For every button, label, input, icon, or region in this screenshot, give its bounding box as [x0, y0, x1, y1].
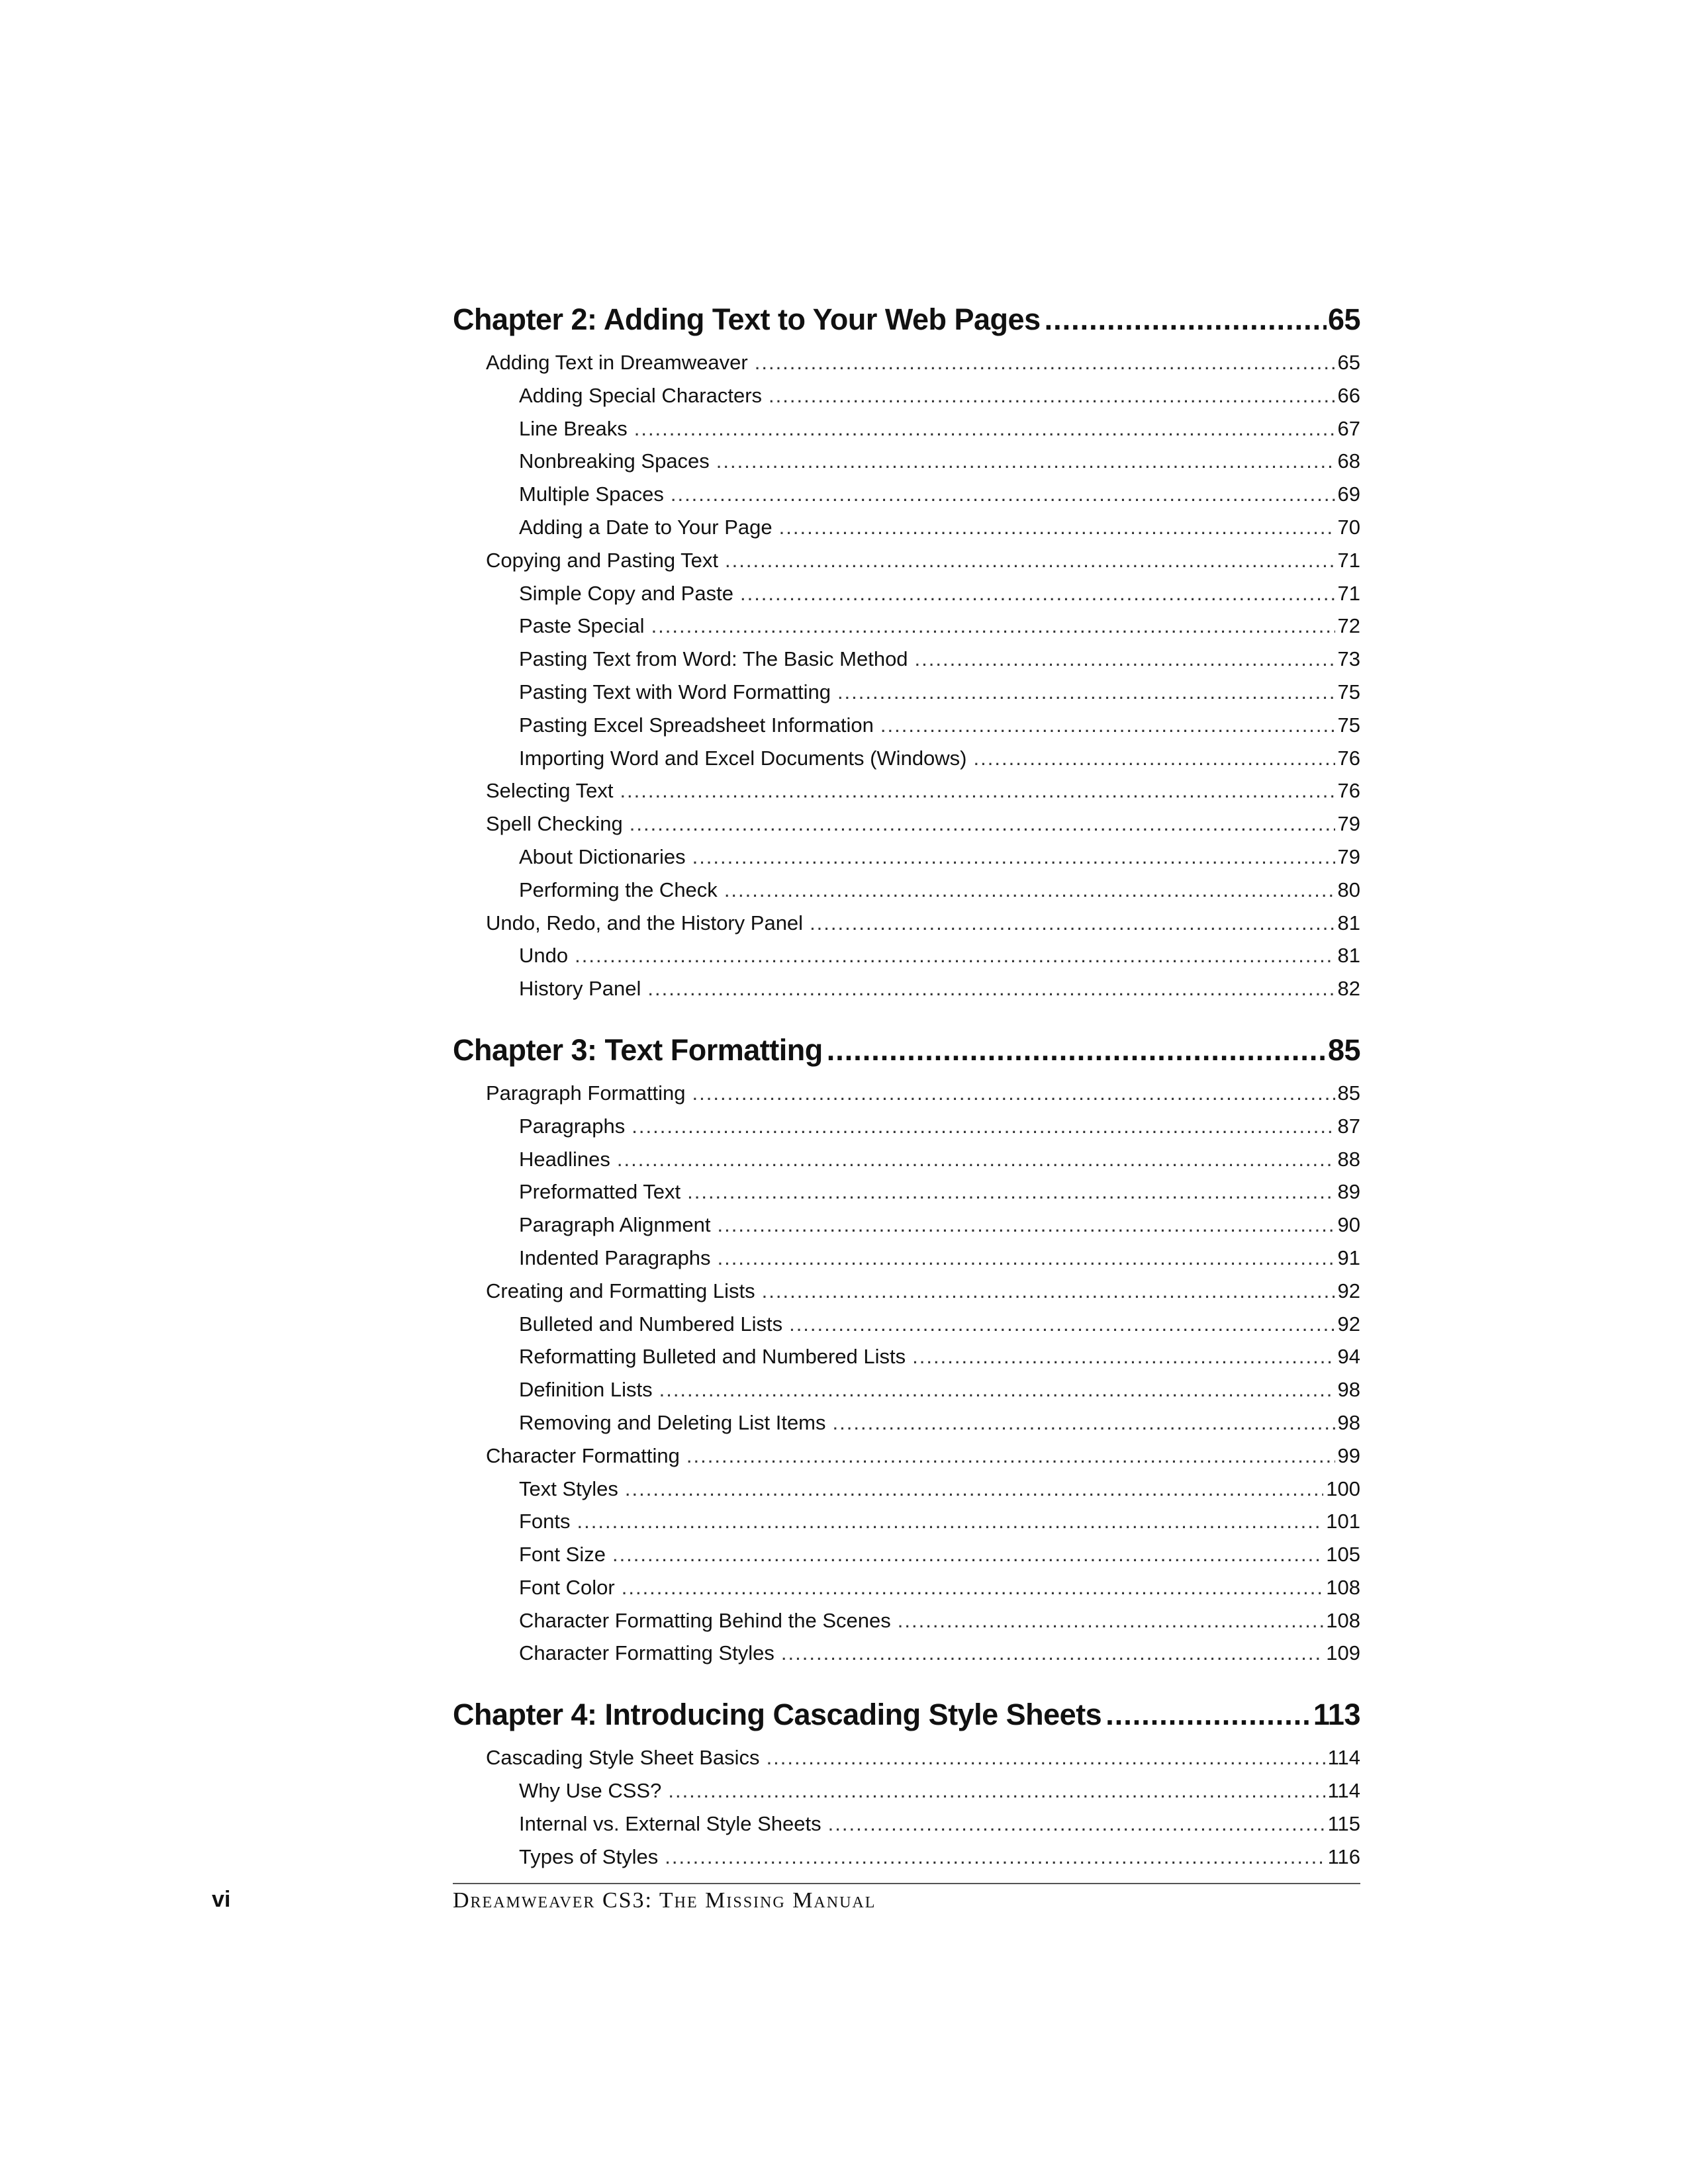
toc-subsection-entry[interactable] — [453, 1143, 1360, 1176]
entry-title: Cascading Style Sheet Basics — [486, 1746, 760, 1770]
dot-leader — [620, 774, 1335, 807]
entry-page-number: 81 — [1337, 944, 1360, 968]
dot-leader — [779, 511, 1335, 544]
entry-title: Adding a Date to Your Page — [519, 515, 773, 539]
entry-page-number: 108 — [1326, 1575, 1360, 1599]
toc-subsection-entry[interactable] — [453, 412, 1360, 445]
entry-title: Removing and Deleting List Items — [519, 1410, 826, 1434]
dot-leader — [718, 1208, 1335, 1242]
dot-leader — [692, 1077, 1335, 1110]
dot-leader — [716, 445, 1335, 478]
toc-subsection-entry[interactable] — [453, 1571, 1360, 1604]
dot-leader — [974, 742, 1335, 775]
entry-title: Paragraph Formatting — [486, 1081, 686, 1105]
toc-subsection-entry[interactable] — [453, 1110, 1360, 1143]
toc-section-entry[interactable] — [453, 907, 1360, 940]
toc-section-entry[interactable] — [453, 807, 1360, 841]
entry-page-number: 79 — [1337, 844, 1360, 868]
entry-page-number: 109 — [1326, 1641, 1360, 1665]
chapter-entries — [453, 1077, 1360, 1670]
dot-leader — [1045, 301, 1327, 338]
dot-leader — [692, 841, 1335, 874]
dot-leader — [762, 1275, 1335, 1308]
entry-title: Character Formatting Styles — [519, 1641, 774, 1665]
toc-subsection-entry[interactable] — [453, 874, 1360, 907]
dot-leader — [575, 939, 1335, 972]
entry-title: Paragraphs — [519, 1114, 626, 1138]
entry-page-number: 87 — [1337, 1114, 1360, 1138]
dot-leader — [724, 874, 1335, 907]
toc-subsection-entry[interactable] — [453, 478, 1360, 511]
entry-title: Multiple Spaces — [519, 482, 664, 506]
entry-page-number: 69 — [1337, 482, 1360, 506]
entry-page-number: 68 — [1337, 449, 1360, 473]
entry-page-number: 80 — [1337, 878, 1360, 901]
entry-page-number: 76 — [1337, 746, 1360, 770]
dot-leader — [647, 972, 1335, 1005]
toc-subsection-entry[interactable] — [453, 1505, 1360, 1538]
dot-leader — [898, 1604, 1324, 1637]
toc-subsection-entry[interactable] — [453, 1406, 1360, 1439]
dot-leader — [617, 1143, 1335, 1176]
toc-subsection-entry[interactable] — [453, 709, 1360, 742]
entry-title: Line Breaks — [519, 416, 628, 440]
chapter-page-number: 65 — [1327, 302, 1360, 336]
dot-leader — [810, 907, 1335, 940]
toc-subsection-entry[interactable] — [453, 1473, 1360, 1506]
entry-title: Why Use CSS? — [519, 1779, 662, 1803]
entry-page-number: 99 — [1337, 1443, 1360, 1467]
entry-page-number: 76 — [1337, 779, 1360, 803]
chapter-heading[interactable] — [453, 1032, 1360, 1069]
dot-leader — [880, 709, 1335, 742]
chapter-title: Chapter 4: Introducing Cascading Style Sheets — [453, 1698, 1102, 1732]
toc-section-entry[interactable] — [453, 1077, 1360, 1110]
dot-leader — [718, 1242, 1335, 1275]
dot-leader — [625, 1473, 1323, 1506]
entry-title: Pasting Text from Word: The Basic Method — [519, 647, 908, 671]
entry-page-number: 90 — [1337, 1213, 1360, 1237]
entry-page-number: 71 — [1337, 548, 1360, 572]
toc-subsection-entry[interactable] — [453, 841, 1360, 874]
toc-subsection-entry[interactable] — [453, 511, 1360, 544]
entry-title: Adding Text in Dreamweaver — [486, 351, 748, 374]
dot-leader — [767, 1741, 1325, 1774]
entry-title: Bulleted and Numbered Lists — [519, 1312, 783, 1336]
toc-subsection-entry[interactable] — [453, 1807, 1360, 1841]
entry-title: Definition Lists — [519, 1378, 653, 1402]
entry-page-number: 114 — [1327, 1779, 1360, 1803]
entry-page-number: 67 — [1337, 416, 1360, 440]
toc-subsection-entry[interactable] — [453, 577, 1360, 610]
toc-subsection-entry[interactable] — [453, 1175, 1360, 1208]
toc-subsection-entry[interactable] — [453, 939, 1360, 972]
dot-leader — [577, 1505, 1324, 1538]
entry-page-number: 89 — [1337, 1180, 1360, 1204]
entry-title: Nonbreaking Spaces — [519, 449, 710, 473]
entry-page-number: 72 — [1337, 614, 1360, 638]
dot-leader — [789, 1308, 1335, 1341]
entry-title: Spell Checking — [486, 812, 623, 836]
entry-title: Types of Styles — [519, 1844, 659, 1868]
dot-leader — [740, 577, 1335, 610]
dot-leader — [781, 1637, 1323, 1670]
toc-subsection-entry[interactable] — [453, 379, 1360, 412]
dot-leader — [686, 1439, 1335, 1473]
footer-divider — [453, 1883, 1360, 1884]
entry-page-number: 108 — [1326, 1608, 1360, 1632]
dot-leader — [651, 610, 1335, 643]
entry-title: Text Styles — [519, 1477, 618, 1500]
entry-title: Pasting Excel Spreadsheet Information — [519, 713, 874, 737]
entry-title: Font Color — [519, 1575, 615, 1599]
dot-leader — [828, 1807, 1325, 1841]
toc-section-entry[interactable] — [453, 1275, 1360, 1308]
entry-page-number: 92 — [1337, 1279, 1360, 1302]
chapter-title: Chapter 3: Text Formatting — [453, 1032, 823, 1067]
toc-subsection-entry[interactable] — [453, 1538, 1360, 1571]
dot-leader — [837, 676, 1335, 709]
entry-page-number: 82 — [1337, 977, 1360, 1001]
entry-page-number: 98 — [1337, 1378, 1360, 1402]
entry-title: Paragraph Alignment — [519, 1213, 711, 1237]
entry-title: Font Size — [519, 1543, 606, 1567]
entry-page-number: 115 — [1327, 1811, 1360, 1835]
entry-title: Performing the Check — [519, 878, 718, 901]
dot-leader — [630, 807, 1335, 841]
chapter-heading[interactable] — [453, 1696, 1360, 1733]
chapter-entries — [453, 1741, 1360, 1873]
toc-subsection-entry[interactable] — [453, 643, 1360, 676]
entry-page-number: 114 — [1327, 1746, 1360, 1770]
dot-leader — [634, 412, 1335, 445]
entry-page-number: 85 — [1337, 1081, 1360, 1105]
entry-page-number: 92 — [1337, 1312, 1360, 1336]
entry-title: Copying and Pasting Text — [486, 548, 718, 572]
toc-subsection-entry[interactable] — [453, 1242, 1360, 1275]
entry-title: Simple Copy and Paste — [519, 581, 733, 605]
entry-title: History Panel — [519, 977, 641, 1001]
dot-leader — [827, 1032, 1327, 1069]
dot-leader — [755, 346, 1335, 379]
toc-subsection-entry[interactable] — [453, 1308, 1360, 1341]
toc-section-entry[interactable] — [453, 1741, 1360, 1774]
entry-page-number: 100 — [1326, 1477, 1360, 1500]
dot-leader — [612, 1538, 1323, 1571]
entry-page-number: 75 — [1337, 713, 1360, 737]
chapter-title: Chapter 2: Adding Text to Your Web Pages — [453, 302, 1041, 336]
toc-subsection-entry[interactable] — [453, 1373, 1360, 1406]
entry-page-number: 66 — [1337, 383, 1360, 407]
entry-page-number: 70 — [1337, 515, 1360, 539]
toc-section-entry[interactable] — [453, 346, 1360, 379]
page-number: vi — [212, 1887, 231, 1912]
dot-leader — [659, 1373, 1335, 1406]
chapter-heading[interactable] — [453, 301, 1360, 338]
toc-subsection-entry[interactable] — [453, 445, 1360, 478]
dot-leader — [671, 478, 1335, 511]
toc-subsection-entry[interactable] — [453, 1208, 1360, 1242]
entry-title: Reformatting Bulleted and Numbered Lists — [519, 1345, 906, 1369]
entry-page-number: 65 — [1337, 351, 1360, 374]
toc-subsection-entry[interactable] — [453, 972, 1360, 1005]
dot-leader — [915, 643, 1335, 676]
entry-page-number: 116 — [1327, 1844, 1360, 1868]
entry-title: Character Formatting Behind the Scenes — [519, 1608, 891, 1632]
dot-leader — [833, 1406, 1335, 1439]
entry-page-number: 79 — [1337, 812, 1360, 836]
chapter-page-number: 113 — [1313, 1698, 1360, 1732]
dot-leader — [725, 544, 1335, 577]
dot-leader — [665, 1841, 1325, 1874]
dot-leader — [912, 1340, 1335, 1373]
dot-leader — [632, 1110, 1335, 1143]
entry-page-number: 88 — [1337, 1147, 1360, 1171]
toc-subsection-entry[interactable] — [453, 1841, 1360, 1874]
toc-subsection-entry[interactable] — [453, 676, 1360, 709]
dot-leader — [622, 1571, 1324, 1604]
chapter-entries — [453, 346, 1360, 1005]
entry-title: Paste Special — [519, 614, 645, 638]
entry-title: Creating and Formatting Lists — [486, 1279, 755, 1302]
entry-page-number: 73 — [1337, 647, 1360, 671]
entry-title: Headlines — [519, 1147, 610, 1171]
entry-page-number: 91 — [1337, 1246, 1360, 1269]
entry-title: Selecting Text — [486, 779, 614, 803]
toc-subsection-entry[interactable] — [453, 1604, 1360, 1637]
entry-title: Importing Word and Excel Documents (Windows) — [519, 746, 967, 770]
entry-title: Adding Special Characters — [519, 383, 763, 407]
entry-title: Fonts — [519, 1510, 571, 1533]
entry-page-number: 105 — [1326, 1543, 1360, 1567]
toc-subsection-entry[interactable] — [453, 1637, 1360, 1670]
toc-subsection-entry[interactable] — [453, 610, 1360, 643]
toc-section-entry[interactable] — [453, 1439, 1360, 1473]
toc-subsection-entry[interactable] — [453, 1774, 1360, 1807]
table-of-contents — [453, 301, 1360, 1873]
toc-subsection-entry[interactable] — [453, 742, 1360, 775]
entry-page-number: 94 — [1337, 1345, 1360, 1369]
toc-section-entry[interactable] — [453, 774, 1360, 807]
entry-page-number: 81 — [1337, 911, 1360, 934]
toc-subsection-entry[interactable] — [453, 1340, 1360, 1373]
entry-title: About Dictionaries — [519, 844, 686, 868]
entry-title: Undo, Redo, and the History Panel — [486, 911, 804, 934]
entry-page-number: 101 — [1326, 1510, 1360, 1533]
dot-leader — [769, 379, 1335, 412]
entry-title: Preformatted Text — [519, 1180, 681, 1204]
entry-title: Character Formatting — [486, 1443, 680, 1467]
running-title: Dreamweaver CS3: The Missing Manual — [453, 1888, 876, 1913]
dot-leader — [668, 1774, 1325, 1807]
dot-leader — [1105, 1696, 1312, 1733]
toc-section-entry[interactable] — [453, 544, 1360, 577]
entry-page-number: 75 — [1337, 680, 1360, 704]
entry-title: Undo — [519, 944, 569, 968]
entry-page-number: 71 — [1337, 581, 1360, 605]
entry-page-number: 98 — [1337, 1410, 1360, 1434]
entry-title: Pasting Text with Word Formatting — [519, 680, 831, 704]
entry-title: Indented Paragraphs — [519, 1246, 711, 1269]
chapter-page-number: 85 — [1327, 1032, 1360, 1067]
dot-leader — [687, 1175, 1335, 1208]
entry-title: Internal vs. External Style Sheets — [519, 1811, 821, 1835]
